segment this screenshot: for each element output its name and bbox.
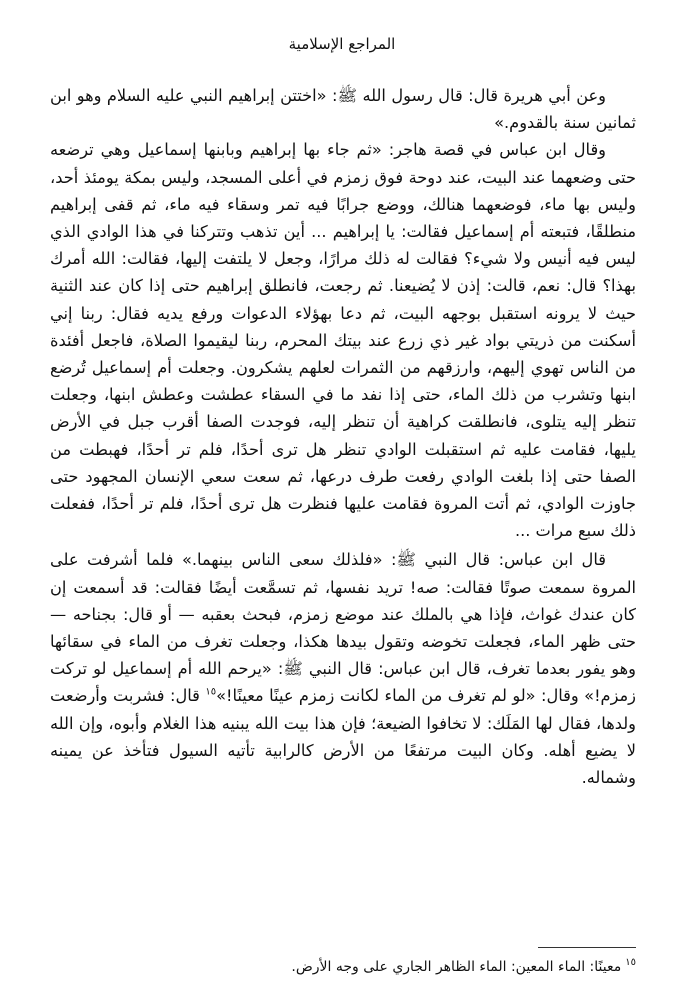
- footnote-reference[interactable]: ١٥: [205, 687, 217, 699]
- footnote-number: ١٥: [625, 957, 636, 969]
- paragraph-zamzam-part-2: قال: فشربت وأرضعت ولدها، فقال لها المَلَك: لا تخافوا الضيعة؛ فإن هذا بيت الله يبنيه هذا الغلام وأبوه، وإن الله لا يضيع أهله. وكان البيت مرتفعًا من الأرض كالرابية تأتيه السيول فتأخذ عن يمينه وشماله.: [50, 686, 636, 788]
- footnote-divider: [538, 947, 636, 948]
- paragraph-hajar-story: وقال ابن عباس في قصة هاجر: «ثم جاء بها إبراهيم وبابنها إسماعيل وهي ترضعه حتى وضعهما عند البيت، عند دوحة فوق زمزم في أعلى المسجد، وليس بمكة يومئذ أحد، وليس بها ماء، فوضعهما هنالك، ووضع جرابًا فيه تمر وسقاء فيه ماء، ثم قفى إبراهيم منطلقًا، فتبعته أم إسماعيل فقالت: يا إبراهيم ... أين تذهب وتتركنا في هذا الوادي الذي ليس فيه أنيس ولا شيء؟ فقالت له ذلك مرارًا، وجعل لا يلتفت إليها، فقالت: الله أمرك بهذا؟ قال: نعم، قالت: إذن لا يُضيعنا. ثم رجعت، فانطلق إبراهيم حتى إذا كان عند الثنية حيث لا يرونه استقبل بوجهه البيت، ثم دعا بهؤلاء الدعوات ورفع يديه فقال: ربنا إني أسكنت من ذريتي بواد غير ذي زرع عند بيتك المحرم، ربنا ليقيموا الصلاة، فاجعل أفئدة من الناس تهوي إليهم، وارزقهم من الثمرات لعلهم يشكرون. وجعلت أم إسماعيل تُرضع ابنها وتشرب من ذلك الماء، حتى إذا نفد ما في السقاء عطشت وعطش ابنها، وجعلت تنظر إليه يتلوى، فانطلقت كراهية أن تنظر إليه، فوجدت الصفا أقرب جبل في الأرض يليها، فقامت عليه ثم استقبلت الوادي تنظر هل ترى أحدًا، فلم تر أحدًا، فهبطت من الصفا حتى إذا بلغت الوادي رفعت طرف درعها، ثم سعت سعي الإنسان المجهود حتى جاوزت الوادي، ثم أتت المروة فقامت عليها فنظرت هل ترى أحدًا، فلم تر أحدًا، ففعلت ذلك سبع مرات ...: [50, 140, 636, 541]
- paragraph-abu-hurayra: وعن أبي هريرة قال: قال رسول الله ﷺ: «اختتن إبراهيم النبي عليه السلام وهو ابن ثمانين سنة بالقدوم.»: [50, 86, 636, 133]
- paragraph-zamzam: [50, 546, 636, 791]
- footnote-text: معينًا: الماء المعين: الماء الظاهر الجاري على وجه الأرض.: [291, 959, 622, 975]
- paragraph-zamzam-part-1: قال ابن عباس: قال النبي ﷺ: «فلذلك سعى الناس بينهما.» فلما أشرفت على المروة سمعت صوتًا فقالت: صه! تريد نفسها، ثم تسمَّعت أيضًا فقالت: قد أسمعت إن كان عندك غواث، فإذا هي بالملك عند موضع زمزم، فبحث بعقبه — أو قال: بجناحه — حتى ظهر الماء، فجعلت تخوضه وتقول بيدها هكذا، وجعلت تغرف من الماء في سقائها وهو يفور بعدما تغرف، قال ابن عباس: قال النبي ﷺ: «يرحم الله أم إسماعيل لو تركت زمزم!» وقال: «لو لم تغرف من الماء لكانت زمزم عينًا معينًا!»: [50, 550, 636, 706]
- main-text: [50, 82, 636, 791]
- footnote: [50, 957, 636, 977]
- page-header-title: المراجع الإسلامية: [288, 35, 396, 53]
